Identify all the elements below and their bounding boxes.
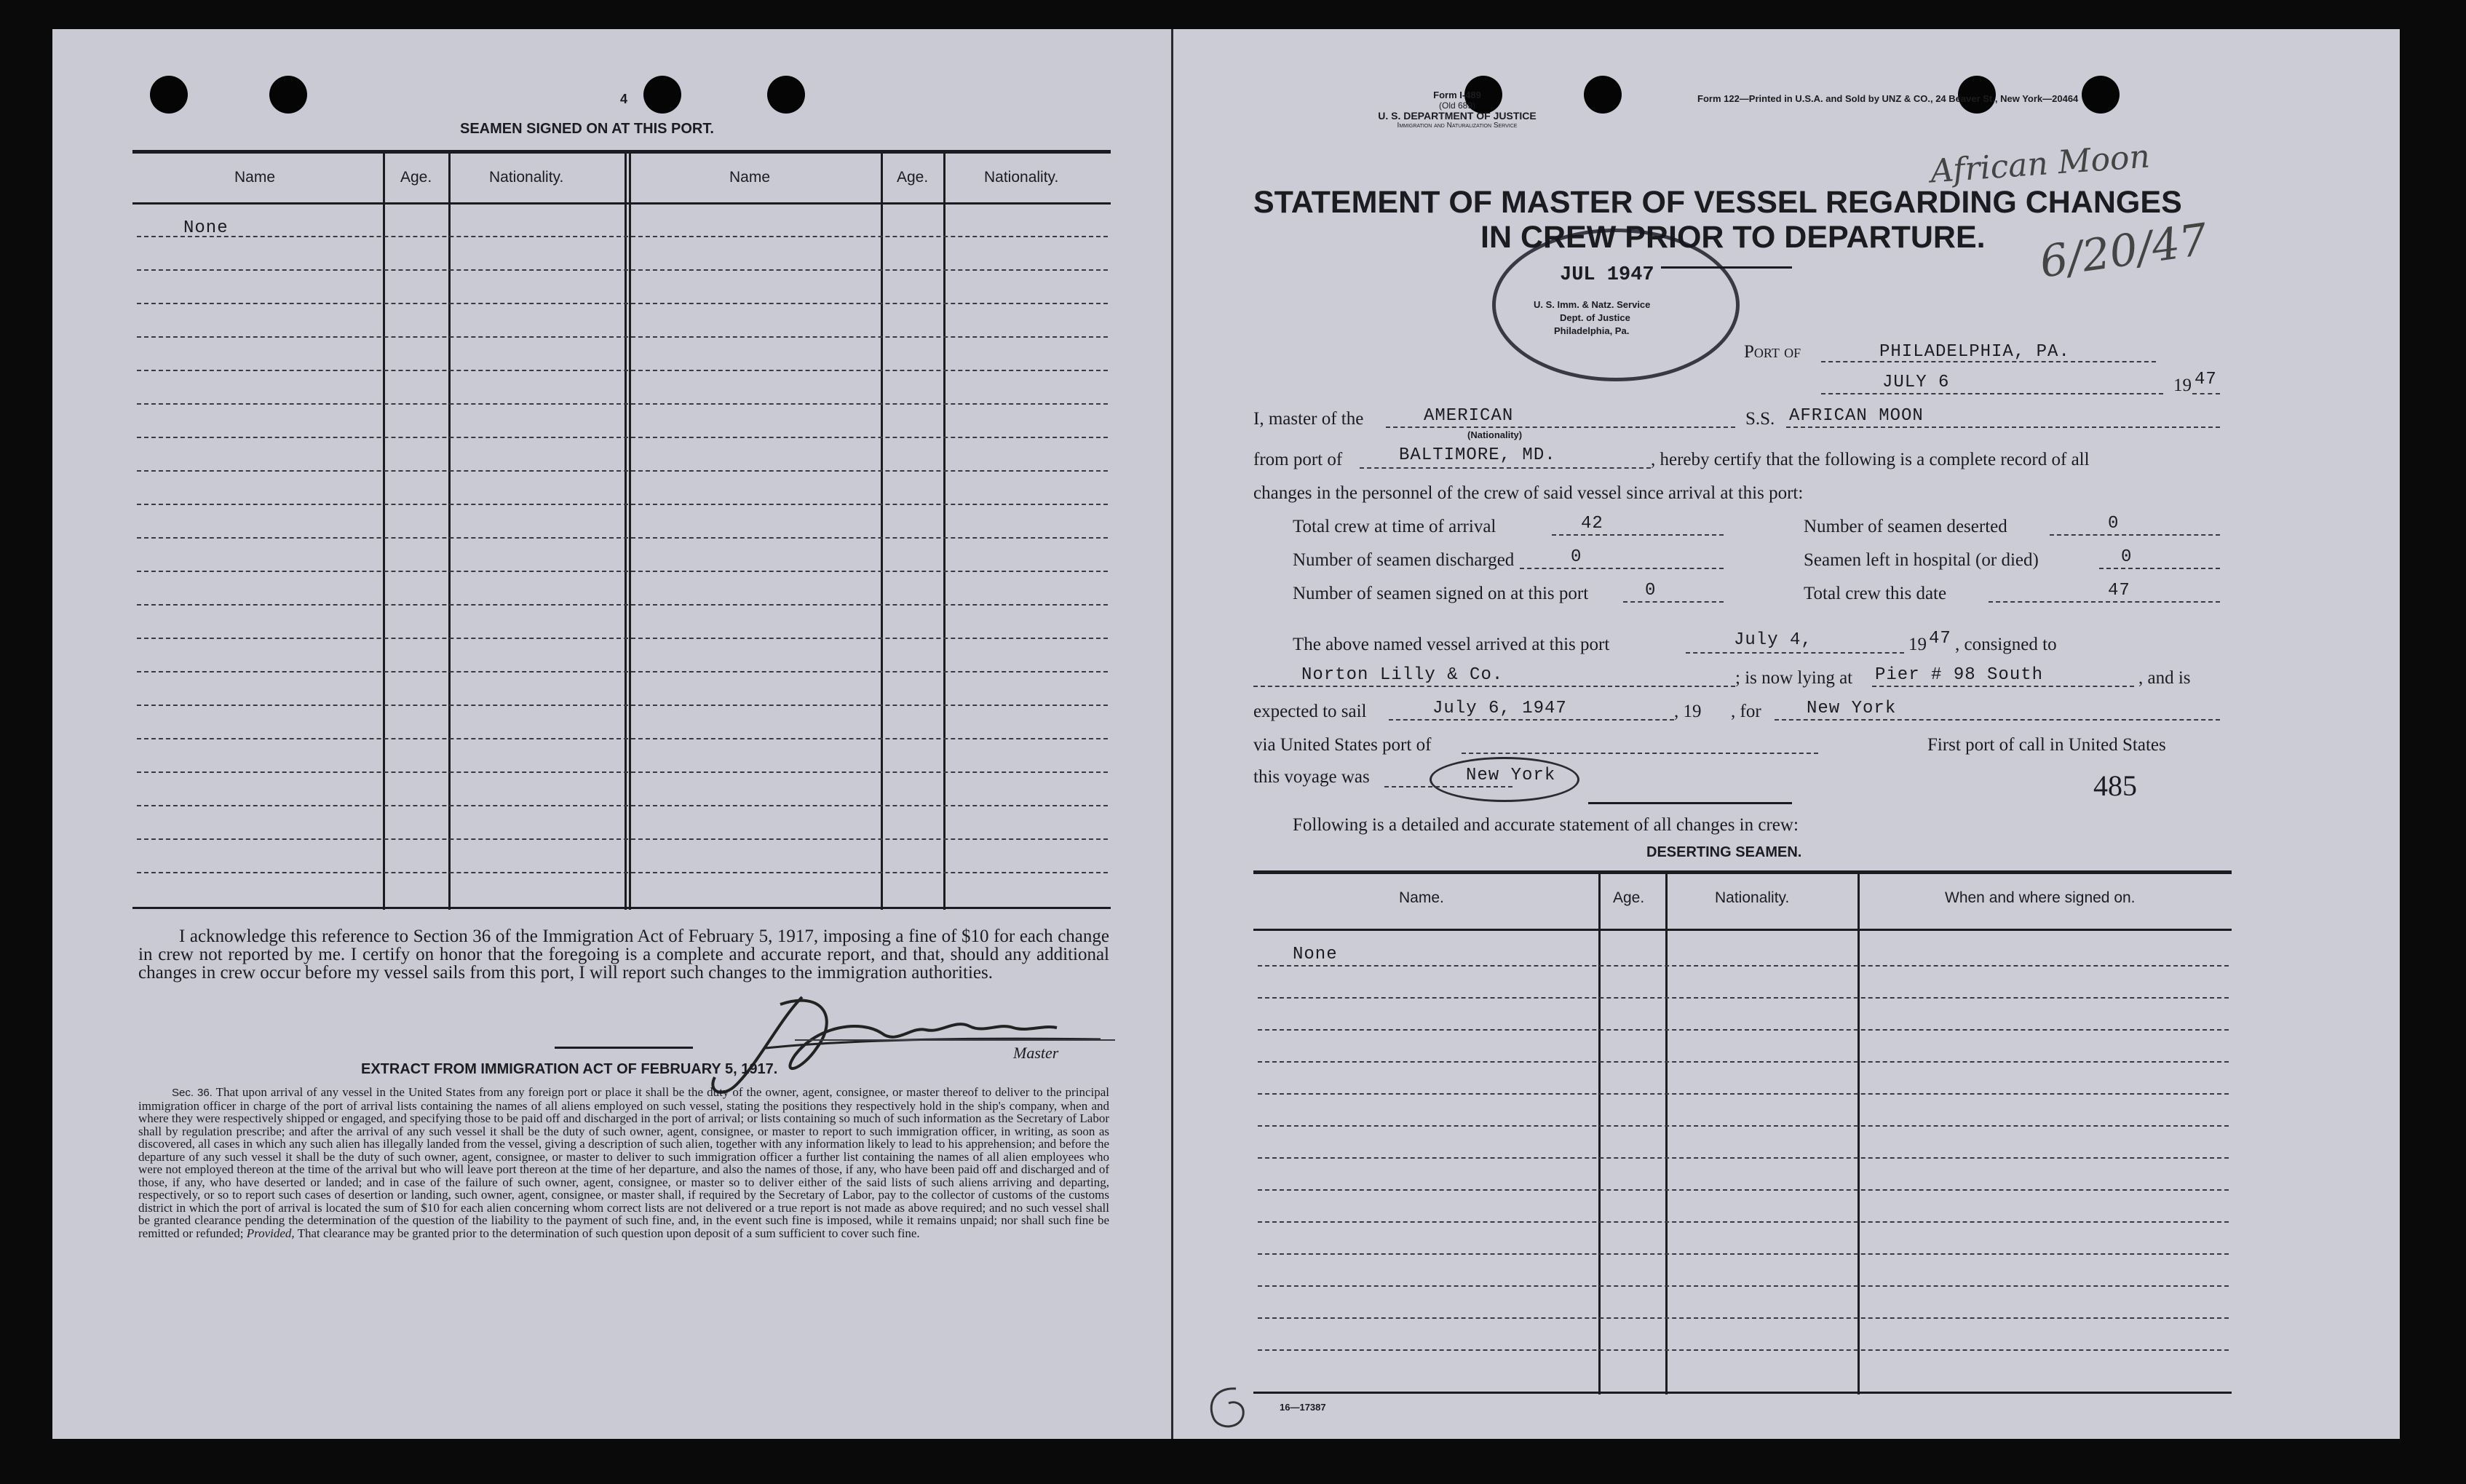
and-is: , and is: [2138, 668, 2191, 688]
row-rule: [1258, 1253, 2229, 1255]
via-label: via United States port of: [1253, 735, 1432, 755]
row-rule: [1258, 965, 2229, 967]
fill-line: [1384, 786, 1512, 787]
signature-caption: Master: [1013, 1044, 1059, 1062]
total-crew-arrival: 42: [1581, 514, 1603, 533]
department: U. S. DEPARTMENT OF JUSTICE: [1378, 110, 1537, 122]
form-title-line2: IN CREW PRIOR TO DEPARTURE.: [1480, 220, 1986, 255]
nationality-line: [1386, 426, 1735, 428]
fill-line: [1462, 753, 1818, 754]
column-header-nationality: Nationality.: [489, 169, 564, 186]
form-number: Form I-489: [1433, 90, 1481, 100]
column-divider: [448, 153, 451, 910]
table-top-rule: [132, 150, 1111, 154]
fill-line: [2099, 568, 2220, 569]
row-rule: [137, 771, 1108, 773]
row-rule: [137, 738, 1108, 739]
total-crew-date: 47: [2108, 581, 2130, 600]
lying-value: Pier # 98 South: [1875, 665, 2044, 685]
row-rule: [1258, 1061, 2229, 1063]
port-of-line: [1821, 361, 2156, 362]
signature-line: [795, 1039, 1115, 1041]
deserted-label: Number of seamen deserted: [1804, 517, 2007, 536]
expected-value: July 6, 1947: [1432, 699, 1567, 718]
page-number: 4: [620, 92, 628, 106]
master-label: I, master of the: [1253, 409, 1364, 429]
stamp-text: Philadelphia, Pa.: [1554, 325, 1630, 336]
expected-label: expected to sail: [1253, 702, 1367, 721]
received-stamp: [1492, 229, 1740, 381]
divider-rule: [555, 1047, 693, 1049]
row-rule: [137, 236, 1108, 237]
form-header: [1355, 90, 1559, 131]
fill-line: [1872, 686, 2134, 687]
table-top-rule: [1253, 870, 2232, 874]
fill-line: [1520, 568, 1724, 569]
nationality-caption: (Nationality): [1467, 429, 1523, 440]
punch-hole: [2082, 76, 2120, 114]
row-rule: [137, 470, 1108, 472]
column-divider: [943, 153, 945, 910]
fill-line: [1588, 802, 1792, 804]
column-header-age: Age.: [400, 169, 432, 186]
certify-text: , hereby certify that the following is a complete record of all: [1651, 450, 2090, 469]
date-value: JULY 6: [1882, 373, 1950, 392]
row-rule: [137, 403, 1108, 405]
from-port-label: from port of: [1253, 450, 1343, 469]
for-value: New York: [1807, 699, 1897, 718]
extract-provided: Provided,: [246, 1226, 295, 1240]
row-rule: [1258, 1125, 2229, 1127]
row-rule: [137, 638, 1108, 639]
table-bottom-rule: [132, 907, 1111, 909]
deserted: 0: [2108, 514, 2120, 533]
column-divider: [629, 153, 631, 910]
voyage-label: this voyage was: [1253, 767, 1370, 787]
column-divider: [881, 153, 883, 910]
column-header-name: Name: [729, 169, 771, 186]
punch-hole: [269, 76, 307, 114]
lying-label: ; is now lying at: [1735, 668, 1853, 688]
column-divider: [1665, 873, 1668, 1394]
row-rule: [137, 303, 1108, 304]
row-rule: [1258, 1221, 2229, 1223]
row-rule: [137, 838, 1108, 840]
total-crew-date-label: Total crew this date: [1804, 584, 1947, 603]
row-rule: [137, 872, 1108, 873]
printer-line: Form 122—Printed in U.S.A. and Sold by UNZ & CO., 24 Beaver St., New York—20464: [1697, 93, 2079, 104]
fill-line: [1389, 719, 1674, 721]
consigned-label: , consigned to: [1955, 635, 2057, 654]
right-page: [1173, 29, 2400, 1439]
column-header-name: Name: [234, 169, 276, 186]
row-rule: [137, 504, 1108, 505]
column-divider: [1598, 873, 1601, 1394]
deserting-title: DESERTING SEAMEN.: [1646, 844, 1802, 860]
fill-line: [1775, 719, 2220, 721]
vessel-line: [1786, 426, 2220, 428]
discharged: 0: [1571, 547, 1582, 567]
row-rule: [1258, 1093, 2229, 1095]
row-rule: [137, 604, 1108, 606]
file-number: 485: [2093, 769, 2137, 802]
nineteen: , 19: [1674, 702, 1702, 721]
column-divider: [1858, 873, 1860, 1394]
stamp-text: Dept. of Justice: [1560, 312, 1630, 323]
form-title-line1: STATEMENT OF MASTER OF VESSEL REGARDING CHANGES: [1253, 185, 2182, 220]
year-prefix: 19: [2173, 376, 2192, 395]
table-header-rule: [1253, 929, 2232, 931]
from-port-line: [1360, 467, 1651, 469]
ss-label: S.S.: [1745, 409, 1775, 429]
stamp-text: U. S. Imm. & Natz. Service: [1534, 299, 1651, 310]
handwritten-mark: [1200, 1383, 1265, 1434]
table-bottom-rule: [1253, 1392, 2232, 1394]
column-header-nationality: Nationality.: [1715, 889, 1790, 906]
row-rule: [1258, 1317, 2229, 1319]
footer-code: 16—17387: [1280, 1402, 1326, 1413]
fill-line: [1686, 652, 1904, 654]
total-crew-arrival-label: Total crew at time of arrival: [1293, 517, 1496, 536]
for-label: , for: [1731, 702, 1761, 721]
consignee: Norton Lilly & Co.: [1301, 665, 1504, 685]
year-line: [2192, 393, 2220, 394]
column-header-signed-on: When and where signed on.: [1945, 889, 2136, 906]
voyage-value: New York: [1466, 766, 1556, 785]
following-text: Following is a detailed and accurate statement of all changes in crew:: [1293, 815, 1799, 835]
column-header-age: Age.: [1613, 889, 1645, 906]
row-rule: [137, 336, 1108, 338]
year-value: 47: [2195, 370, 2217, 389]
left-page: [52, 29, 1172, 1439]
row-rule: [137, 671, 1108, 672]
changes-text: changes in the personnel of the crew of said vessel since arrival at this port:: [1253, 483, 1804, 503]
column-header-name: Name.: [1399, 889, 1444, 906]
form-old: (Old 689): [1438, 100, 1476, 111]
column-header-age: Age.: [897, 169, 929, 186]
punch-hole: [150, 76, 188, 114]
column-divider: [625, 153, 627, 910]
extract-prefix: Sec. 36.: [172, 1087, 213, 1099]
row-rule: [137, 805, 1108, 806]
fill-line: [1253, 686, 1735, 687]
arrived-value: July 4,: [1734, 630, 1812, 650]
first-entry: None: [183, 218, 229, 238]
fill-line: [2050, 534, 2220, 536]
form-title: [1253, 185, 2403, 255]
punch-hole: [643, 76, 681, 114]
row-rule: [1258, 1157, 2229, 1159]
column-header-nationality: Nationality.: [984, 169, 1059, 186]
row-rule: [137, 269, 1108, 271]
acknowledgement-text: I acknowledge this reference to Section 36 of the Immigration Act of February 5, 1917, imposing a fine of $10 for each change in crew not reported by me. I certify on honor that the foregoing is a complete and accurate report, and that, should any additional changes in crew occur before my vessel sails from this port, I will report such changes to the immigration authorities.: [138, 926, 1109, 983]
row-rule: [137, 537, 1108, 539]
discharged-label: Number of seamen discharged: [1293, 550, 1515, 570]
port-of-value: PHILADELPHIA, PA.: [1879, 342, 2070, 362]
punch-hole: [767, 76, 805, 114]
row-rule: [1258, 1189, 2229, 1191]
extract-body: [138, 1086, 1109, 1239]
first-port-label: First port of call in United States: [1927, 735, 2166, 755]
fill-line: [1552, 534, 1724, 536]
service: Immigration and Naturalization Service: [1397, 122, 1518, 130]
port-of-label: Port of: [1744, 342, 1801, 362]
date-line: [1821, 393, 2163, 394]
row-rule: [137, 705, 1108, 706]
arrived-label: The above named vessel arrived at this port: [1293, 635, 1610, 654]
row-rule: [137, 437, 1108, 438]
extract-text: That upon arrival of any vessel in the United States from any foreign port or place it shall be the duty of the owner, agent, consignee, or master thereof to deliver to the principal immigration officer in charge of the port of arrival lists containing the names of all aliens employed on such vessel, stating the positions they respectively hold in the ship's company, when and where they were respectively shipped or engaged, and specifying those to be paid off and discharged in the port of arrival; or lists containing so much of such information as the Secretary of Labor shall by regulation prescribe; and after the arrival of any such vessel it shall be the duty of such owner, agent, consignee, or master to report to such immigration officer, in writing, as soon as discovered, all cases in which any such alien has illegally landed from the vessel, giving a description of such alien, together with any information likely to lead to his apprehension; and before the departure of any such vessel it shall be the duty of such owner, agent, consignee, or master to deliver to such immigration officer a further list containing the names of all alien employees who were not employed thereon at the time of the arrival but who will leave port thereon at the time of her departure, and also the names of those, if any, who have been paid off and discharged and of those, if any, who have deserted or landed; and in case of the failure of such owner, agent, consignee, or master so to deliver either of the said lists of such aliens arriving and departing, respectively, or so to report such cases of desertion or landing, such owner, agent, consignee, or master shall, if required by the Secretary of Labor, pay to the collector of customs of the customs district in which the port of arrival is located the sum of $10 for each alien concerning whom correct lists are not delivered or a true report is not made as above required; and no such vessel shall be granted clearance pending the determination of the question of the liability to the payment of such fine, and, in the event such fine is imposed, while it remains unpaid; nor shall such fine be remitted or refunded;: [138, 1085, 1109, 1240]
row-rule: [1258, 1349, 2229, 1351]
vessel-value: AFRICAN MOON: [1789, 406, 1924, 426]
row-rule: [137, 370, 1108, 371]
arrived-year-prefix: 19: [1908, 635, 1927, 654]
first-entry: None: [1293, 945, 1338, 964]
handwritten-date: 6/20/47: [2037, 214, 2211, 288]
punch-hole: [1584, 76, 1622, 114]
row-rule: [1258, 1029, 2229, 1031]
extract-title: EXTRACT FROM IMMIGRATION ACT OF FEBRUARY 5, 1917.: [361, 1061, 778, 1077]
row-rule: [1258, 1285, 2229, 1287]
from-port-value: BALTIMORE, MD.: [1399, 445, 1556, 465]
table-header-rule: [132, 202, 1111, 205]
arrived-year: 47: [1929, 629, 1951, 648]
hospital: 0: [2121, 547, 2133, 567]
nationality-value: AMERICAN: [1424, 406, 1514, 426]
signed-on-label: Number of seamen signed on at this port: [1293, 584, 1589, 603]
extract-tail: That clearance may be granted prior to the determination of such question upon deposit of a sum sufficient to cover such fine.: [297, 1226, 920, 1240]
signed-on-title: SEAMEN SIGNED ON AT THIS PORT.: [460, 121, 714, 137]
handwritten-vessel: African Moon: [1929, 138, 2152, 191]
column-divider: [383, 153, 385, 910]
signed-on: 0: [1645, 581, 1657, 600]
row-rule: [1258, 997, 2229, 999]
hospital-label: Seamen left in hospital (or died): [1804, 550, 2039, 570]
fill-line: [1623, 601, 1724, 603]
fill-line: [1989, 601, 2220, 603]
row-rule: [137, 571, 1108, 572]
stamp-date: JUL 1947: [1560, 264, 1654, 286]
